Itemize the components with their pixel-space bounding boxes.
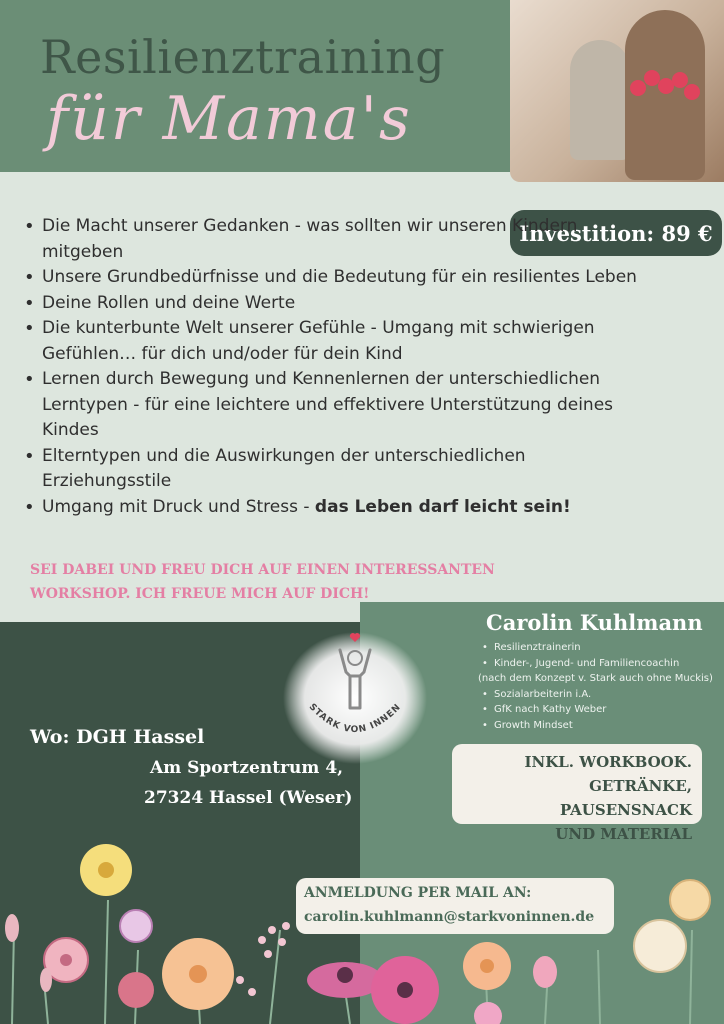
topic-item: • Elterntypen und die Auswirkungen der unterschiedlichen Erziehungsstile — [20, 444, 640, 495]
qualification-item: • Resilienztrainerin — [478, 640, 724, 656]
topic-highlight: das Leben darf leicht sein! — [314, 496, 571, 517]
flower-decoration — [0, 830, 724, 1024]
venue-city: 27324 Hassel (Weser) — [144, 788, 353, 808]
qualification-note: (nach dem Konzept v. Stark auch ohne Muckis) — [478, 673, 713, 684]
topic-item: • Deine Rollen und deine Werte — [20, 291, 640, 317]
qualification-item: • Kinder-, Jugend- und Familiencoachin — [478, 656, 724, 672]
included-box — [452, 744, 702, 843]
logo-text: STARK VON INNEN — [306, 702, 404, 736]
qualification-item: • Sozialarbeiterin i.A. — [478, 687, 724, 703]
topic-text: Umgang mit Druck und Stress - — [42, 496, 315, 517]
page-title: Resilienztraining — [40, 30, 446, 84]
yellow-flower-icon — [80, 844, 132, 896]
topic-item — [20, 495, 640, 521]
topic-list — [20, 214, 640, 520]
pink-daisy-icon — [371, 956, 439, 1024]
included-line: UND MATERIAL — [555, 825, 692, 843]
child-figure — [570, 40, 630, 160]
pink-bloom-icon — [474, 1002, 502, 1024]
signup-label: ANMELDUNG PER MAIL AN: — [304, 885, 532, 901]
small-blossoms-icon — [236, 922, 290, 996]
topic-item: • Unsere Grundbedürfnisse und die Bedeutung für ein resilientes Leben — [20, 265, 640, 291]
peach-flower-icon — [463, 942, 511, 990]
cta-line: WORKSHOP. ICH FREUE MICH AUF DICH! — [30, 586, 370, 602]
venue-name: Wo: DGH Hassel — [30, 726, 205, 748]
orange-flower-icon — [162, 938, 234, 1010]
stark-von-innen-logo — [280, 628, 430, 768]
coach-name: Carolin Kuhlmann — [486, 610, 703, 635]
coach-qualifications — [478, 640, 724, 733]
topic-item: • Die kunterbunte Welt unserer Gefühle - Umgang mit schwierigen Gefühlen… für dich und/oder für dein Kind — [20, 316, 640, 367]
dandelion-icon — [634, 880, 710, 972]
violet-flower-icon — [120, 910, 152, 942]
qualification-item: • GfK nach Kathy Weber — [478, 702, 724, 718]
tulip-bouquet-icon — [630, 70, 700, 130]
mother-child-photo — [510, 0, 724, 182]
rose-icon — [118, 972, 154, 1008]
price-badge: Investition: 89 € — [510, 210, 722, 256]
pink-bell-icon — [533, 956, 557, 988]
qualification-item: • Growth Mindset — [478, 718, 724, 734]
topic-item: • Lernen durch Bewegung und Kennenlernen der unterschiedlichen Lerntypen - für eine leichtere und effektivere Unterstützung deines Kindes — [20, 367, 640, 444]
signup-email[interactable]: carolin.kuhlmann@starkvoninnen.de — [304, 909, 595, 925]
included-line: INKL. WORKBOOK. — [524, 753, 692, 771]
cta-line: SEI DABEI UND FREU DICH AUF EINEN INTERESSANTEN — [30, 562, 495, 578]
venue-street: Am Sportzentrum 4, — [150, 758, 344, 778]
call-to-action — [30, 558, 550, 606]
page-subtitle: für Mama's — [46, 84, 412, 154]
topic-item: • Die Macht unserer Gedanken - was sollten wir unseren Kindern mitgeben — [20, 214, 640, 265]
included-line: GETRÄNKE, PAUSENSNACK — [559, 777, 692, 819]
